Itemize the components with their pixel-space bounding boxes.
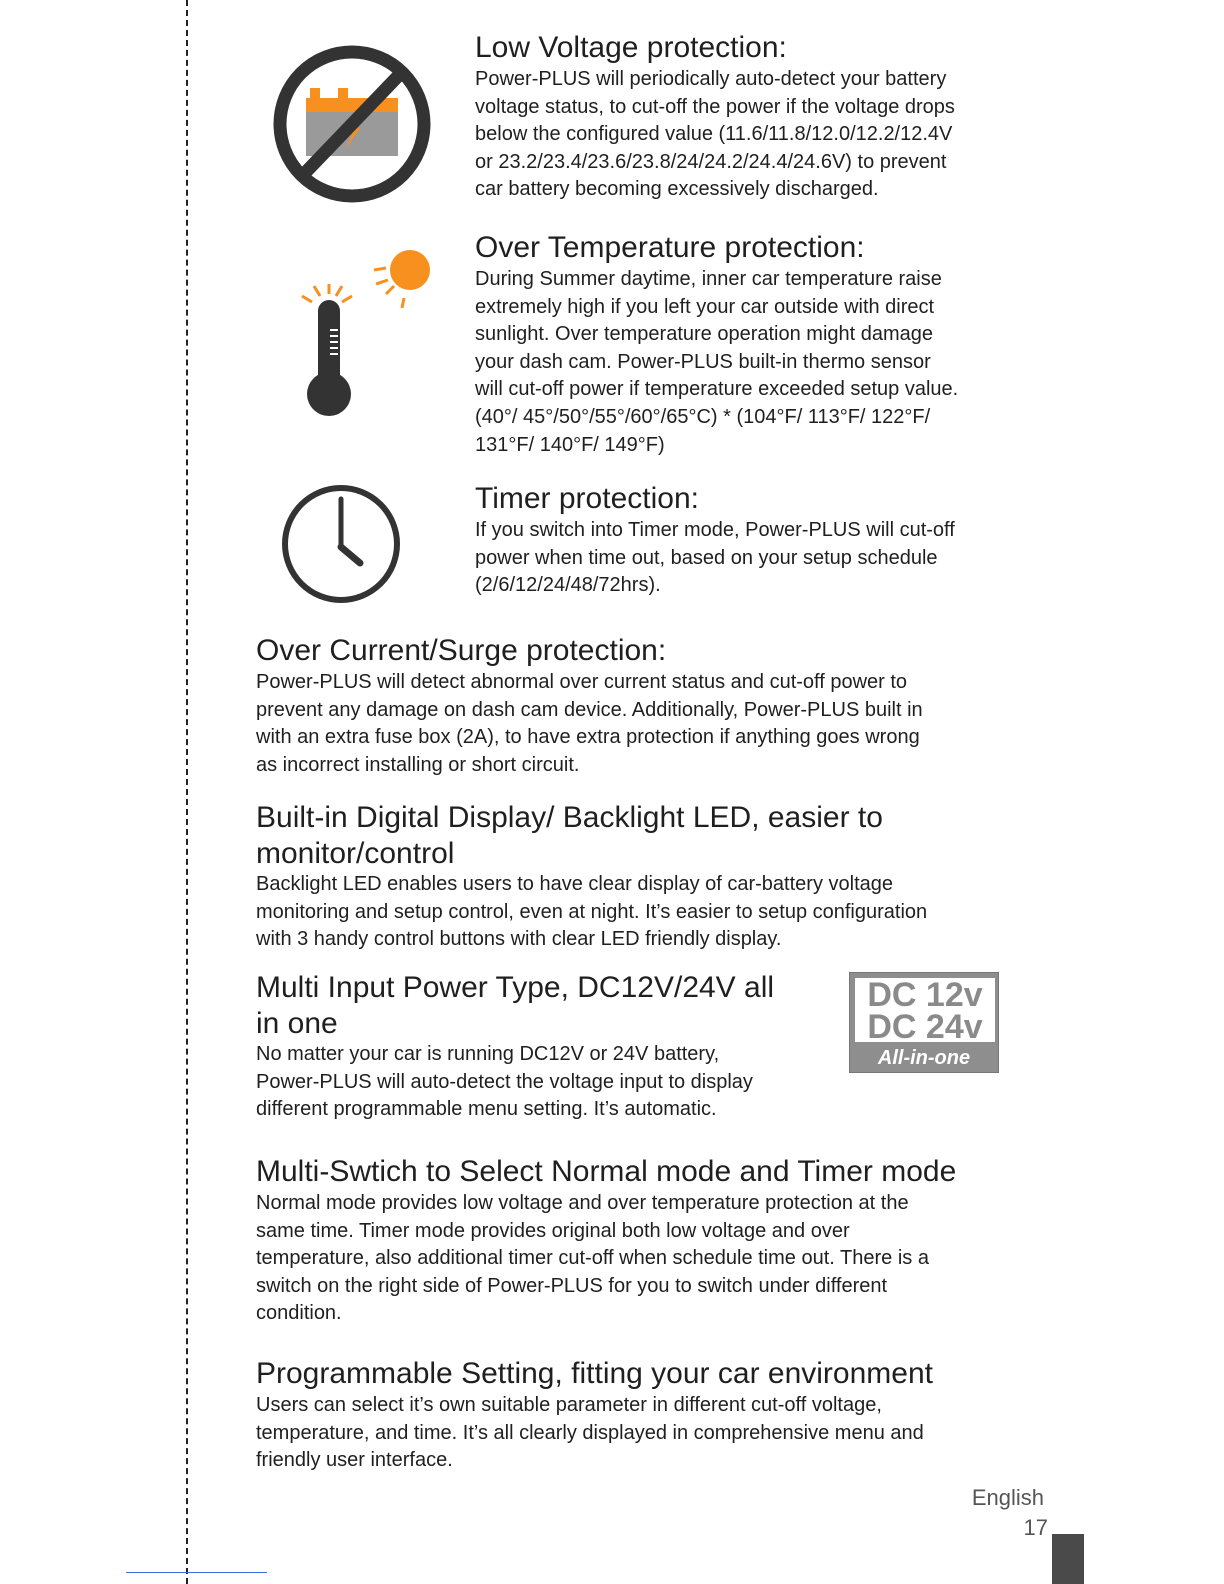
over-temperature-text: During Summer daytime, inner car temperature raise extremely high if you left your car outside with direct sunlight. Over temperature operation might damage your dash cam. Power-PLUS built-in thermo sensor will cut-off power if temperature exceeded setup value. (40°/ 45°/50°/55°/60°/65°C) * (104°F/ 113°F/ 122°F/ 131°F/ 140°F/ 149°F)	[475, 268, 959, 456]
footer-language: English	[971, 1485, 1044, 1510]
over-current-text: Power-PLUS will detect abnormal over current status and cut-off power to prevent any damage on dash cam device. Additionally, Power-PLUS built in with an extra fuse box (2A), to have extra protection if anything goes wrong as incorrect installing or short circuit.	[256, 671, 923, 776]
over-current-heading: Over Current/Surge protection:	[256, 634, 667, 667]
low-voltage-text: Power-PLUS will periodically auto-detect your battery voltage status, to cut-off the power if the voltage drops below the configured value (11.6/11.8/12.0/12.2/12.4V or 23.2/23.4/23.6/23.8/24/24.2/24.4/24.6V) to prevent car battery becoming excessively discharged.	[475, 68, 955, 201]
page-number: 17	[1023, 1515, 1048, 1540]
multi-input-heading: Multi Input Power Type, DC12V/24V all in one	[256, 971, 775, 1040]
page-tab-marker	[1052, 1534, 1084, 1584]
multi-switch-text: Normal mode provides low voltage and over temperature protection at the same time. Timer mode provides original both low voltage and over temperature, also additional timer cut-off when schedule time out. There is a switch on the right side of Power-PLUS for you to switch under different condition.	[256, 1192, 929, 1325]
thermometer-sun-icon	[296, 246, 436, 422]
badge-footer: All-in-one	[877, 1047, 971, 1069]
low-voltage-heading: Low Voltage protection:	[475, 31, 787, 64]
bottom-rule	[126, 1572, 267, 1573]
clock-icon	[280, 483, 402, 605]
badge-line-24v: DC 24v	[867, 1008, 983, 1046]
cut-guide-line	[186, 0, 188, 1584]
dc-all-in-one-badge	[849, 972, 999, 1073]
display-text: Backlight LED enables users to have clear display of car-battery voltage monitoring and setup control, even at night. It’s easier to setup configuration with 3 handy control buttons with clear LED friendly display.	[256, 873, 928, 951]
display-heading: Built-in Digital Display/ Backlight LED, easier to monitor/control	[256, 801, 883, 870]
over-temperature-heading: Over Temperature protection:	[475, 231, 865, 264]
programmable-text: Users can select it’s own suitable parameter in different cut-off voltage, temperature, and time. It’s all clearly displayed in comprehensive menu and friendly user interface.	[256, 1394, 924, 1472]
badge-line-12v: DC 12v	[867, 976, 983, 1014]
multi-switch-heading: Multi-Swtich to Select Normal mode and Timer mode	[256, 1155, 957, 1188]
timer-heading: Timer protection:	[475, 482, 699, 515]
multi-input-text: No matter your car is running DC12V or 24V battery, Power-PLUS will auto-detect the voltage input to display different programmable menu setting. It’s automatic.	[256, 1043, 753, 1121]
timer-text: If you switch into Timer mode, Power-PLUS will cut-off power when time out, based on your setup schedule (2/6/12/24/48/72hrs).	[475, 519, 955, 597]
no-battery-icon	[272, 44, 432, 204]
programmable-heading: Programmable Setting, fitting your car environment	[256, 1357, 933, 1390]
